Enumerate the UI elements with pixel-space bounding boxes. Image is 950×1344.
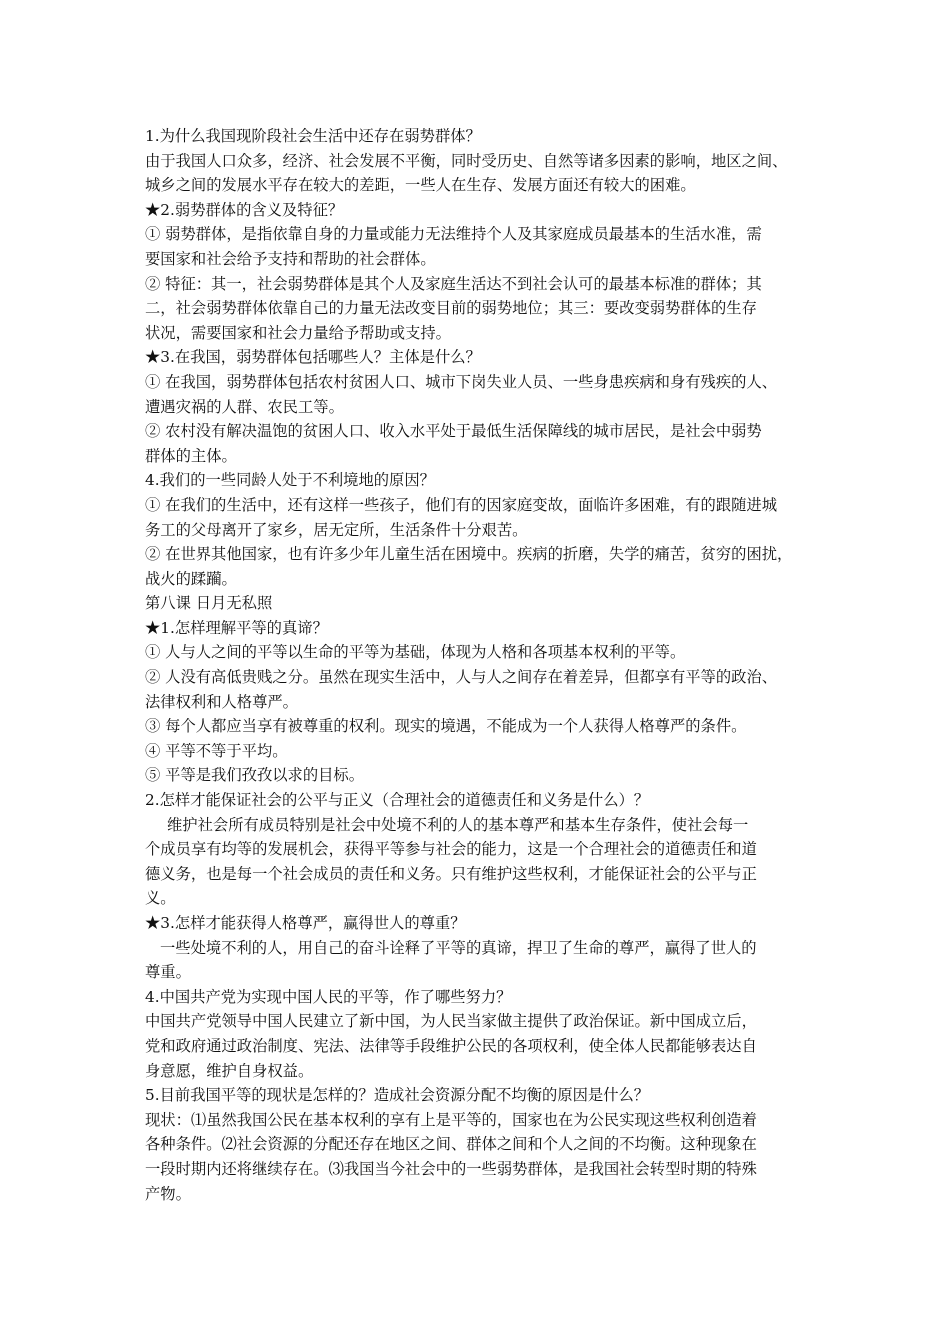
answer-text: 一段时期内还将继续存在。⑶我国当今社会中的一些弱势群体，是我国社会转型时期的特殊 — [145, 1159, 757, 1178]
answer-text: 产物。 — [145, 1184, 191, 1203]
answer-text: 各种条件。⑵社会资源的分配还存在地区之间、群体之间和个人之间的不均衡。这种现象在 — [145, 1135, 757, 1154]
question-heading: 2.怎样才能保证社会的公平与正义（合理社会的道德责任和义务是什么）？ — [145, 791, 650, 810]
answer-text: 义。 — [145, 889, 176, 908]
answer-text: 战火的蹂躏。 — [145, 569, 237, 588]
question-heading: ★2.弱势群体的含义及特征？ — [145, 200, 344, 219]
answer-text: ② 人没有高低贵贱之分。虽然在现实生活中，人与人之间存在着差异，但都享有平等的政治、 — [145, 668, 778, 687]
answer-text: ② 特征：其一，社会弱势群体是其个人及家庭生活达不到社会认可的最基本标准的群体；其 — [145, 274, 762, 293]
document-body — [145, 124, 817, 1206]
answer-text: 德义务，也是每一个社会成员的责任和义务。只有维护这些权利，才能保证社会的公平与正 — [145, 864, 757, 883]
answer-text: 党和政府通过政治制度、宪法、法律等手段维护公民的各项权利，使全体人民都能够表达自 — [145, 1036, 757, 1055]
answer-text: 尊重。 — [145, 963, 191, 982]
answer-text: 城乡之间的发展水平存在较大的差距，一些人在生存、发展方面还有较大的困难。 — [145, 176, 696, 195]
answer-text: ⑤ 平等是我们孜孜以求的目标。 — [145, 766, 365, 785]
answer-text: 二，社会弱势群体依靠自己的力量无法改变目前的弱势地位；其三：要改变弱势群体的生存 — [145, 299, 757, 318]
answer-text: ① 在我们的生活中，还有这样一些孩子，他们有的因家庭变故，面临许多困难，有的跟随进城 — [145, 495, 778, 514]
answer-text: 身意愿，维护自身权益。 — [145, 1061, 314, 1080]
answer-text: 法律权利和人格尊严。 — [145, 692, 298, 711]
answer-text: ③ 每个人都应当享有被尊重的权利。现实的境遇，不能成为一个人获得人格尊严的条件。 — [145, 717, 747, 736]
question-heading: 4.中国共产党为实现中国人民的平等，作了哪些努力？ — [145, 987, 512, 1006]
answer-text: 务工的父母离开了家乡，居无定所，生活条件十分艰苦。 — [145, 520, 528, 539]
answer-text: 一些处境不利的人，用自己的奋斗诠释了平等的真谛，捍卫了生命的尊严，赢得了世人的 — [160, 938, 757, 957]
answer-text: 现状：⑴虽然我国公民在基本权利的享有上是平等的，国家也在为公民实现这些权利创造着 — [145, 1110, 757, 1129]
question-heading: ★1.怎样理解平等的真谛？ — [145, 618, 328, 637]
question-heading: 4.我们的一些同龄人处于不利境地的原因？ — [145, 471, 435, 490]
answer-text: ① 弱势群体，是指依靠自身的力量或能力无法维持个人及其家庭成员最基本的生活水准，需 — [145, 225, 762, 244]
lesson-title: 第八课 日月无私照 — [145, 594, 273, 613]
answer-text: ② 在世界其他国家，也有许多少年儿童生活在困境中。疾病的折磨，失学的痛苦，贫穷的困扰， — [145, 545, 793, 564]
answer-text: ① 人与人之间的平等以生命的平等为基础，体现为人格和各项基本权利的平等。 — [145, 643, 686, 662]
answer-text: ① 在我国，弱势群体包括农村贫困人口、城市下岗失业人员、一些身患疾病和身有残疾的人、 — [145, 372, 778, 391]
question-heading: ★3.怎样才能获得人格尊严，赢得世人的尊重？ — [145, 914, 466, 932]
question-heading: 5.目前我国平等的现状是怎样的？造成社会资源分配不均衡的原因是什么？ — [145, 1086, 650, 1105]
answer-text: 个成员享有均等的发展机会，获得平等参与社会的能力，这是一个合理社会的道德责任和道 — [145, 840, 757, 859]
answer-text: 由于我国人口众多，经济、社会发展不平衡，同时受历史、自然等诸多因素的影响，地区之间、 — [145, 151, 788, 170]
question-heading: 1.为什么我国现阶段社会生活中还存在弱势群体？ — [145, 127, 481, 145]
answer-text: 维护社会所有成员特别是社会中处境不利的人的基本尊严和基本生存条件，使社会每一 — [167, 815, 749, 834]
answer-text: ④ 平等不等于平均。 — [145, 741, 288, 760]
answer-text: 状况，需要国家和社会力量给予帮助或支持。 — [145, 323, 451, 342]
answer-text: ② 农村没有解决温饱的贫困人口、收入水平处于最低生活保障线的城市居民，是社会中弱势 — [145, 422, 762, 441]
answer-text: 中国共产党领导中国人民建立了新中国，为人民当家做主提供了政治保证。新中国成立后， — [145, 1012, 757, 1031]
question-heading: ★3.在我国，弱势群体包括哪些人？主体是什么？ — [145, 348, 481, 367]
answer-text: 遭遇灾祸的人群、农民工等。 — [145, 397, 344, 416]
answer-text: 要国家和社会给予支持和帮助的社会群体。 — [145, 249, 436, 268]
answer-text: 群体的主体。 — [145, 446, 237, 465]
